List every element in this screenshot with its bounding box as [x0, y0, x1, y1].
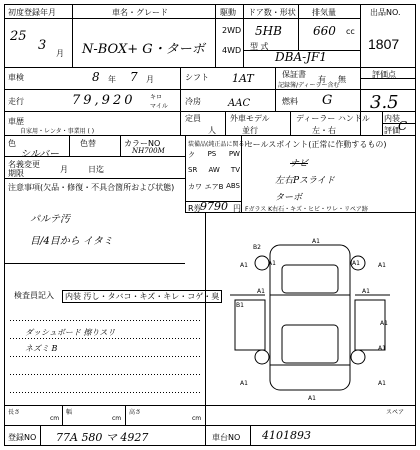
equipment-row — [188, 150, 240, 166]
mile-unit: マイル — [150, 103, 168, 110]
equipment-item: エアB — [204, 183, 224, 191]
km-unit: キロ — [150, 94, 163, 101]
fuel-label: 燃料 — [282, 97, 298, 106]
reg-month-value: 3 — [38, 38, 47, 53]
name-month: 月 — [60, 165, 68, 174]
inspector-title: 検査員記入 — [14, 291, 54, 300]
sales-point-line: ターボ — [275, 193, 303, 203]
inspection-label: 車検 — [8, 73, 24, 82]
car-damage-diagram — [210, 225, 410, 400]
capacity-label: 定員 — [185, 114, 201, 123]
equipment-row — [188, 166, 240, 182]
damage-mark: A1 — [257, 288, 265, 295]
handle-label: ディーラー ハンドル — [296, 114, 370, 123]
chassis-label: 車台NO — [212, 433, 241, 442]
damage-mark: A1 — [378, 345, 386, 352]
warranty-sub: 記録簿/ディーラー含む — [278, 82, 340, 89]
drive-4wd: 4WD — [222, 46, 242, 55]
shift-value: 1AT — [232, 72, 254, 85]
interior-sub: 評価 — [384, 126, 400, 135]
drive-2wd: 2WD — [222, 26, 242, 35]
sales-point-line: 左右Pスライド — [275, 176, 335, 186]
reg-month-unit: 月 — [56, 49, 64, 58]
note-line: パルテ汚 — [30, 214, 70, 225]
inspector-options: 内装 汚し・タバコ・キズ・キレ・コゲ・臭 — [62, 290, 222, 303]
damage-mark: A1 — [240, 380, 248, 387]
lot-label: 出品NO. — [370, 8, 401, 17]
reg-year-label: 初度登録年月 — [8, 8, 56, 17]
interior-value: C — [398, 119, 408, 133]
deadline-label: 期限 — [8, 169, 24, 178]
inspection-year: 8 — [92, 70, 100, 84]
equipment-row — [188, 182, 240, 198]
damage-mark: A1 — [362, 288, 370, 295]
notes-title: 注意事項(欠品・修復・不具合箇所および状態) — [8, 183, 175, 192]
width-label: 幅 — [66, 409, 73, 416]
width-unit: cm — [112, 415, 122, 422]
length-unit: cm — [50, 415, 60, 422]
damage-mark: A1 — [352, 260, 360, 267]
year-unit: 年 — [108, 75, 116, 84]
name-change-label: 名義変更 — [8, 160, 40, 169]
color-label: 色 — [8, 139, 16, 148]
door-value: 5HB — [255, 24, 282, 38]
recycle-value: 9790 — [200, 200, 228, 213]
interior-label: 内装 — [384, 114, 400, 123]
equipment-item: SR — [188, 166, 198, 174]
height-label: 高さ — [129, 409, 142, 416]
damage-mark: A1 — [378, 380, 386, 387]
exterior-model-label: 外車モデル — [230, 114, 270, 123]
car-name-value: N-BOX+ G・ターボ — [82, 42, 205, 57]
equipment-item: カワ — [188, 183, 202, 191]
damage-mark: A1 — [268, 260, 276, 267]
history-options: 自家用・レンタ・事業用 ( ) — [20, 128, 95, 135]
color-code-value: NH700M — [132, 147, 165, 155]
score-label: 評価点 — [372, 70, 396, 79]
equipment-item: PW — [228, 150, 240, 158]
equipment-title: 装備品(純正品に関る) — [188, 141, 247, 148]
inspection-month: 7 — [130, 70, 138, 84]
cc-unit: cc — [346, 27, 355, 36]
damage-mark: B2 — [253, 244, 261, 251]
equipment-item: TV — [230, 166, 240, 174]
damage-mark: A1 — [378, 262, 386, 269]
inspector-line: ダッシュボード 擦りスリ — [25, 328, 116, 337]
sales-point-line: ナビ — [290, 159, 309, 169]
displacement-value: 660 — [313, 24, 336, 38]
door-label: ドア数・形状 — [248, 8, 296, 17]
equipment-item: ク — [188, 151, 195, 159]
capacity-unit: 人 — [208, 126, 216, 135]
reg-year-value: 25 — [10, 29, 27, 44]
warranty-no[interactable]: 無 — [338, 75, 346, 84]
reg-no-label: 登録NO — [8, 433, 37, 442]
name-day: 日迄 — [88, 165, 104, 174]
handle-value: 左・右 — [312, 126, 336, 135]
car-name-label: 車名・グレード — [112, 8, 168, 17]
lot-value: 1807 — [368, 36, 400, 52]
score-value: 3.5 — [370, 92, 399, 113]
inspector-line: ネズミ B — [25, 344, 58, 353]
model-type-label: 型 式 — [250, 42, 269, 51]
sales-points-title: セールスポイント(正常に作動するもの) — [245, 140, 387, 149]
damage-mark: A1 — [240, 262, 248, 269]
color-value: シルバー — [20, 149, 60, 160]
shift-label: シフト — [185, 73, 209, 82]
equipment-item: PS — [207, 150, 217, 158]
ac-label: 冷房 — [185, 97, 201, 106]
chassis-value: 4101893 — [262, 429, 311, 442]
original-label: 色替 — [80, 139, 96, 148]
reg-no-value: 77A 580 マ 4927 — [56, 431, 149, 444]
length-label: 長さ — [8, 409, 21, 416]
warranty-yes[interactable]: 有 — [318, 75, 326, 84]
parallel-label: 並行 — [242, 126, 258, 135]
color-code-label: カラーNO — [124, 139, 161, 148]
mileage-value: 79,920 — [72, 93, 136, 108]
recycle-unit: 円 — [233, 204, 241, 213]
recycle-label: R券 — [188, 204, 202, 213]
spare-label: スペア — [386, 409, 405, 416]
equipment-item: AW — [208, 166, 220, 174]
month-unit: 月 — [146, 75, 154, 84]
warranty-label: 保証書 — [282, 70, 306, 79]
equipment-grid — [188, 150, 240, 198]
ac-value: AAC — [228, 98, 251, 109]
height-unit: cm — [192, 415, 202, 422]
model-type-value: DBA-JF1 — [275, 50, 327, 64]
damage-mark: A1 — [380, 320, 388, 327]
drive-label: 駆動 — [220, 8, 236, 17]
equipment-item: ABS — [226, 182, 240, 190]
history-label: 車歴 — [8, 117, 24, 126]
damage-mark: A1 — [312, 238, 320, 245]
glass-label: Fガラス K右石・キズ・ヒビ・ワレ・リペア跡 — [245, 206, 368, 213]
damage-mark: A1 — [308, 395, 316, 402]
mileage-label: 走行 — [8, 97, 24, 106]
displacement-label: 排気量 — [312, 8, 336, 17]
fuel-value: G — [322, 93, 333, 108]
note-line: 目/4目から イタミ — [30, 236, 113, 247]
damage-mark: B1 — [236, 302, 244, 309]
